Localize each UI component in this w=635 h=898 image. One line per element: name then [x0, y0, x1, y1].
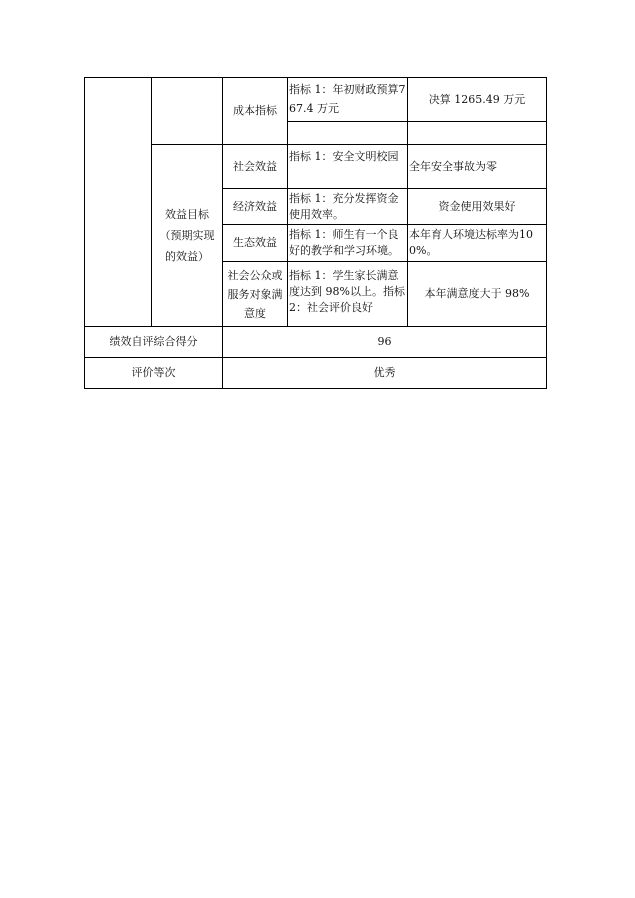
benefit-indicator-social: 指标 1：安全文明校园: [289, 150, 399, 163]
benefit-goal-label: [152, 145, 222, 326]
cost-indicator-value: 指标 1：年初财政预算767.4 万元: [289, 83, 406, 115]
benefit-indicator-satisfaction: 指标 1：学生家长满意度达到 98%以上。指标 2：社会评价良好: [289, 269, 405, 314]
benefit-level3-social: 社会效益: [233, 159, 277, 173]
grade-label: 评价等次: [131, 366, 176, 379]
benefit-actual-social: 全年安全事故为零: [409, 159, 497, 173]
table-border-right: [546, 77, 547, 389]
cost-actual-value: 决算 1265.49 万元: [428, 92, 526, 106]
cost-indicator-label: [223, 78, 287, 144]
score-label: 绩效自评综合得分: [109, 335, 198, 348]
grade-value: 优秀: [373, 366, 396, 379]
score-value: 96: [377, 335, 392, 348]
table-border-bottom: [84, 388, 547, 389]
benefit-level3-satisfaction: 社会公众或服务对象满意度: [227, 268, 283, 320]
cost-indicator-content: [288, 78, 407, 121]
cost-actual: [408, 78, 546, 121]
benefit-actual-economic: 资金使用效果好: [438, 199, 516, 213]
cost-indicator-text: 成本指标: [233, 104, 277, 117]
benefit-indicator-ecological: 指标 1：师生有一个良好的教学和学习环境。: [289, 228, 399, 257]
cost-blank-actual: [408, 122, 546, 144]
benefit-level3-economic: 经济效益: [233, 199, 277, 213]
benefit-level3-ecological: 生态效益: [233, 236, 277, 249]
benefit-actual-ecological: 本年育人环境达标率为100%。: [409, 228, 533, 257]
benefit-goal-text: 效益目标（预期实现的效益）: [159, 208, 215, 263]
benefit-actual-satisfaction: 本年满意度大于 98%: [424, 287, 530, 300]
cost-blank-indicator: [288, 122, 407, 144]
benefit-indicator-economic: 指标 1：充分发挥资金使用效率。: [289, 192, 399, 221]
